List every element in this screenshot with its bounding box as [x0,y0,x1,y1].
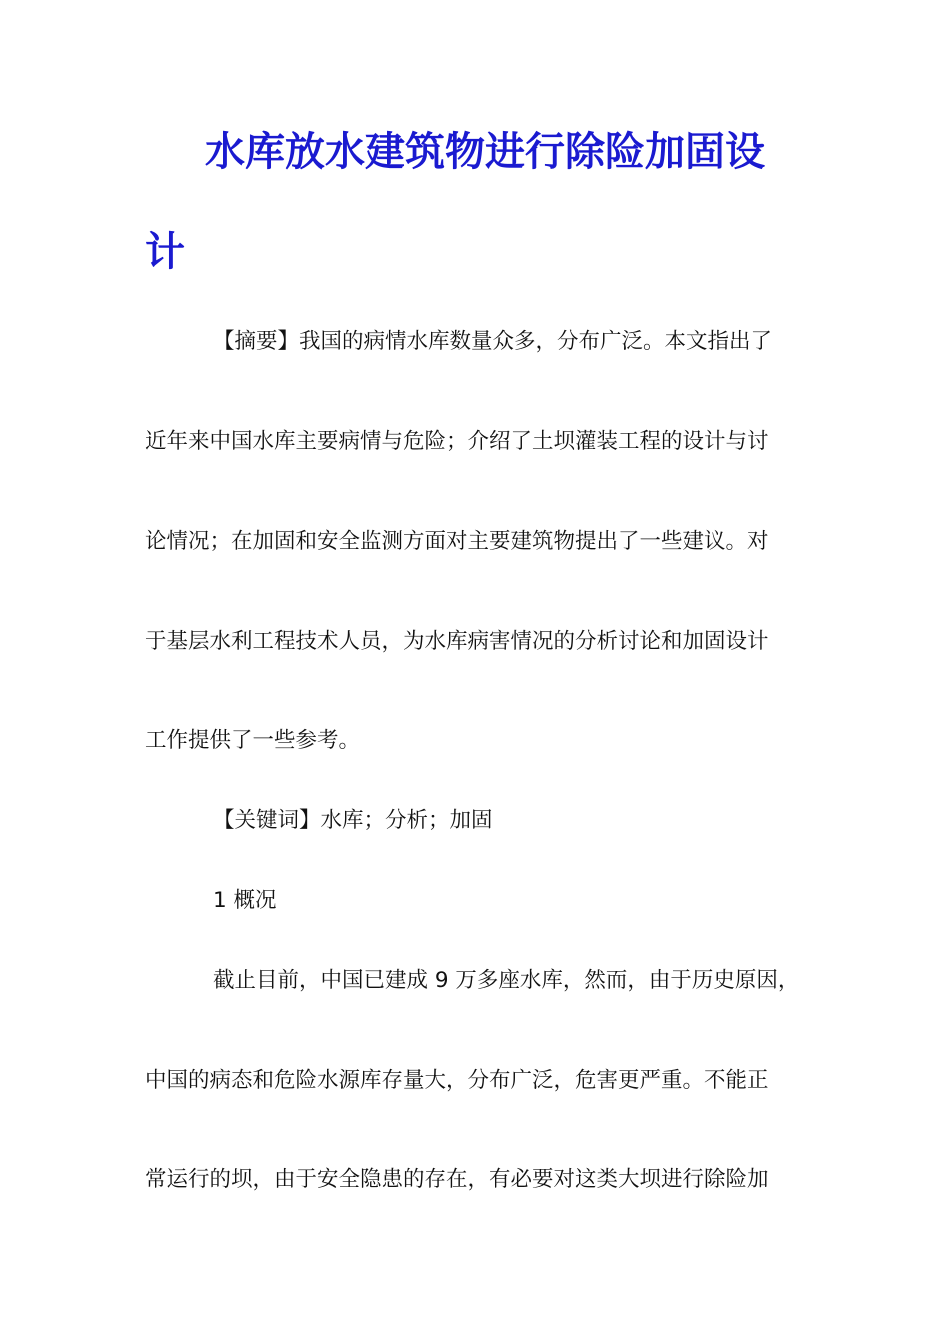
abstract-line-4: 于基层水利工程技术人员，为水库病害情况的分析讨论和加固设计 [145,629,769,654]
abstract-line-1: 【摘要】我国的病情水库数量众多，分布广泛。本文指出了 [213,329,773,354]
section-heading: 1 概况 [213,888,277,913]
body-line-3: 常运行的坝，由于安全隐患的存在，有必要对这类大坝进行除险加 [145,1167,769,1192]
abstract-line-5: 工作提供了一些参考。 [145,728,361,753]
abstract-line-2: 近年来中国水库主要病情与危险；介绍了土坝灌装工程的设计与讨 [145,429,769,454]
body-line-1: 截止目前，中国已建成 9 万多座水库，然而，由于历史原因， [213,968,800,993]
abstract-line-3: 论情况；在加固和安全监测方面对主要建筑物提出了一些建议。对 [145,529,769,554]
keywords-line: 【关键词】水库；分析；加固 [213,808,493,833]
body-line-2: 中国的病态和危险水源库存量大，分布广泛，危害更严重。不能正 [145,1068,769,1093]
document-title-line-1: 水库放水建筑物进行除险加固设 [205,129,765,175]
document-title-line-2: 计 [145,229,185,275]
